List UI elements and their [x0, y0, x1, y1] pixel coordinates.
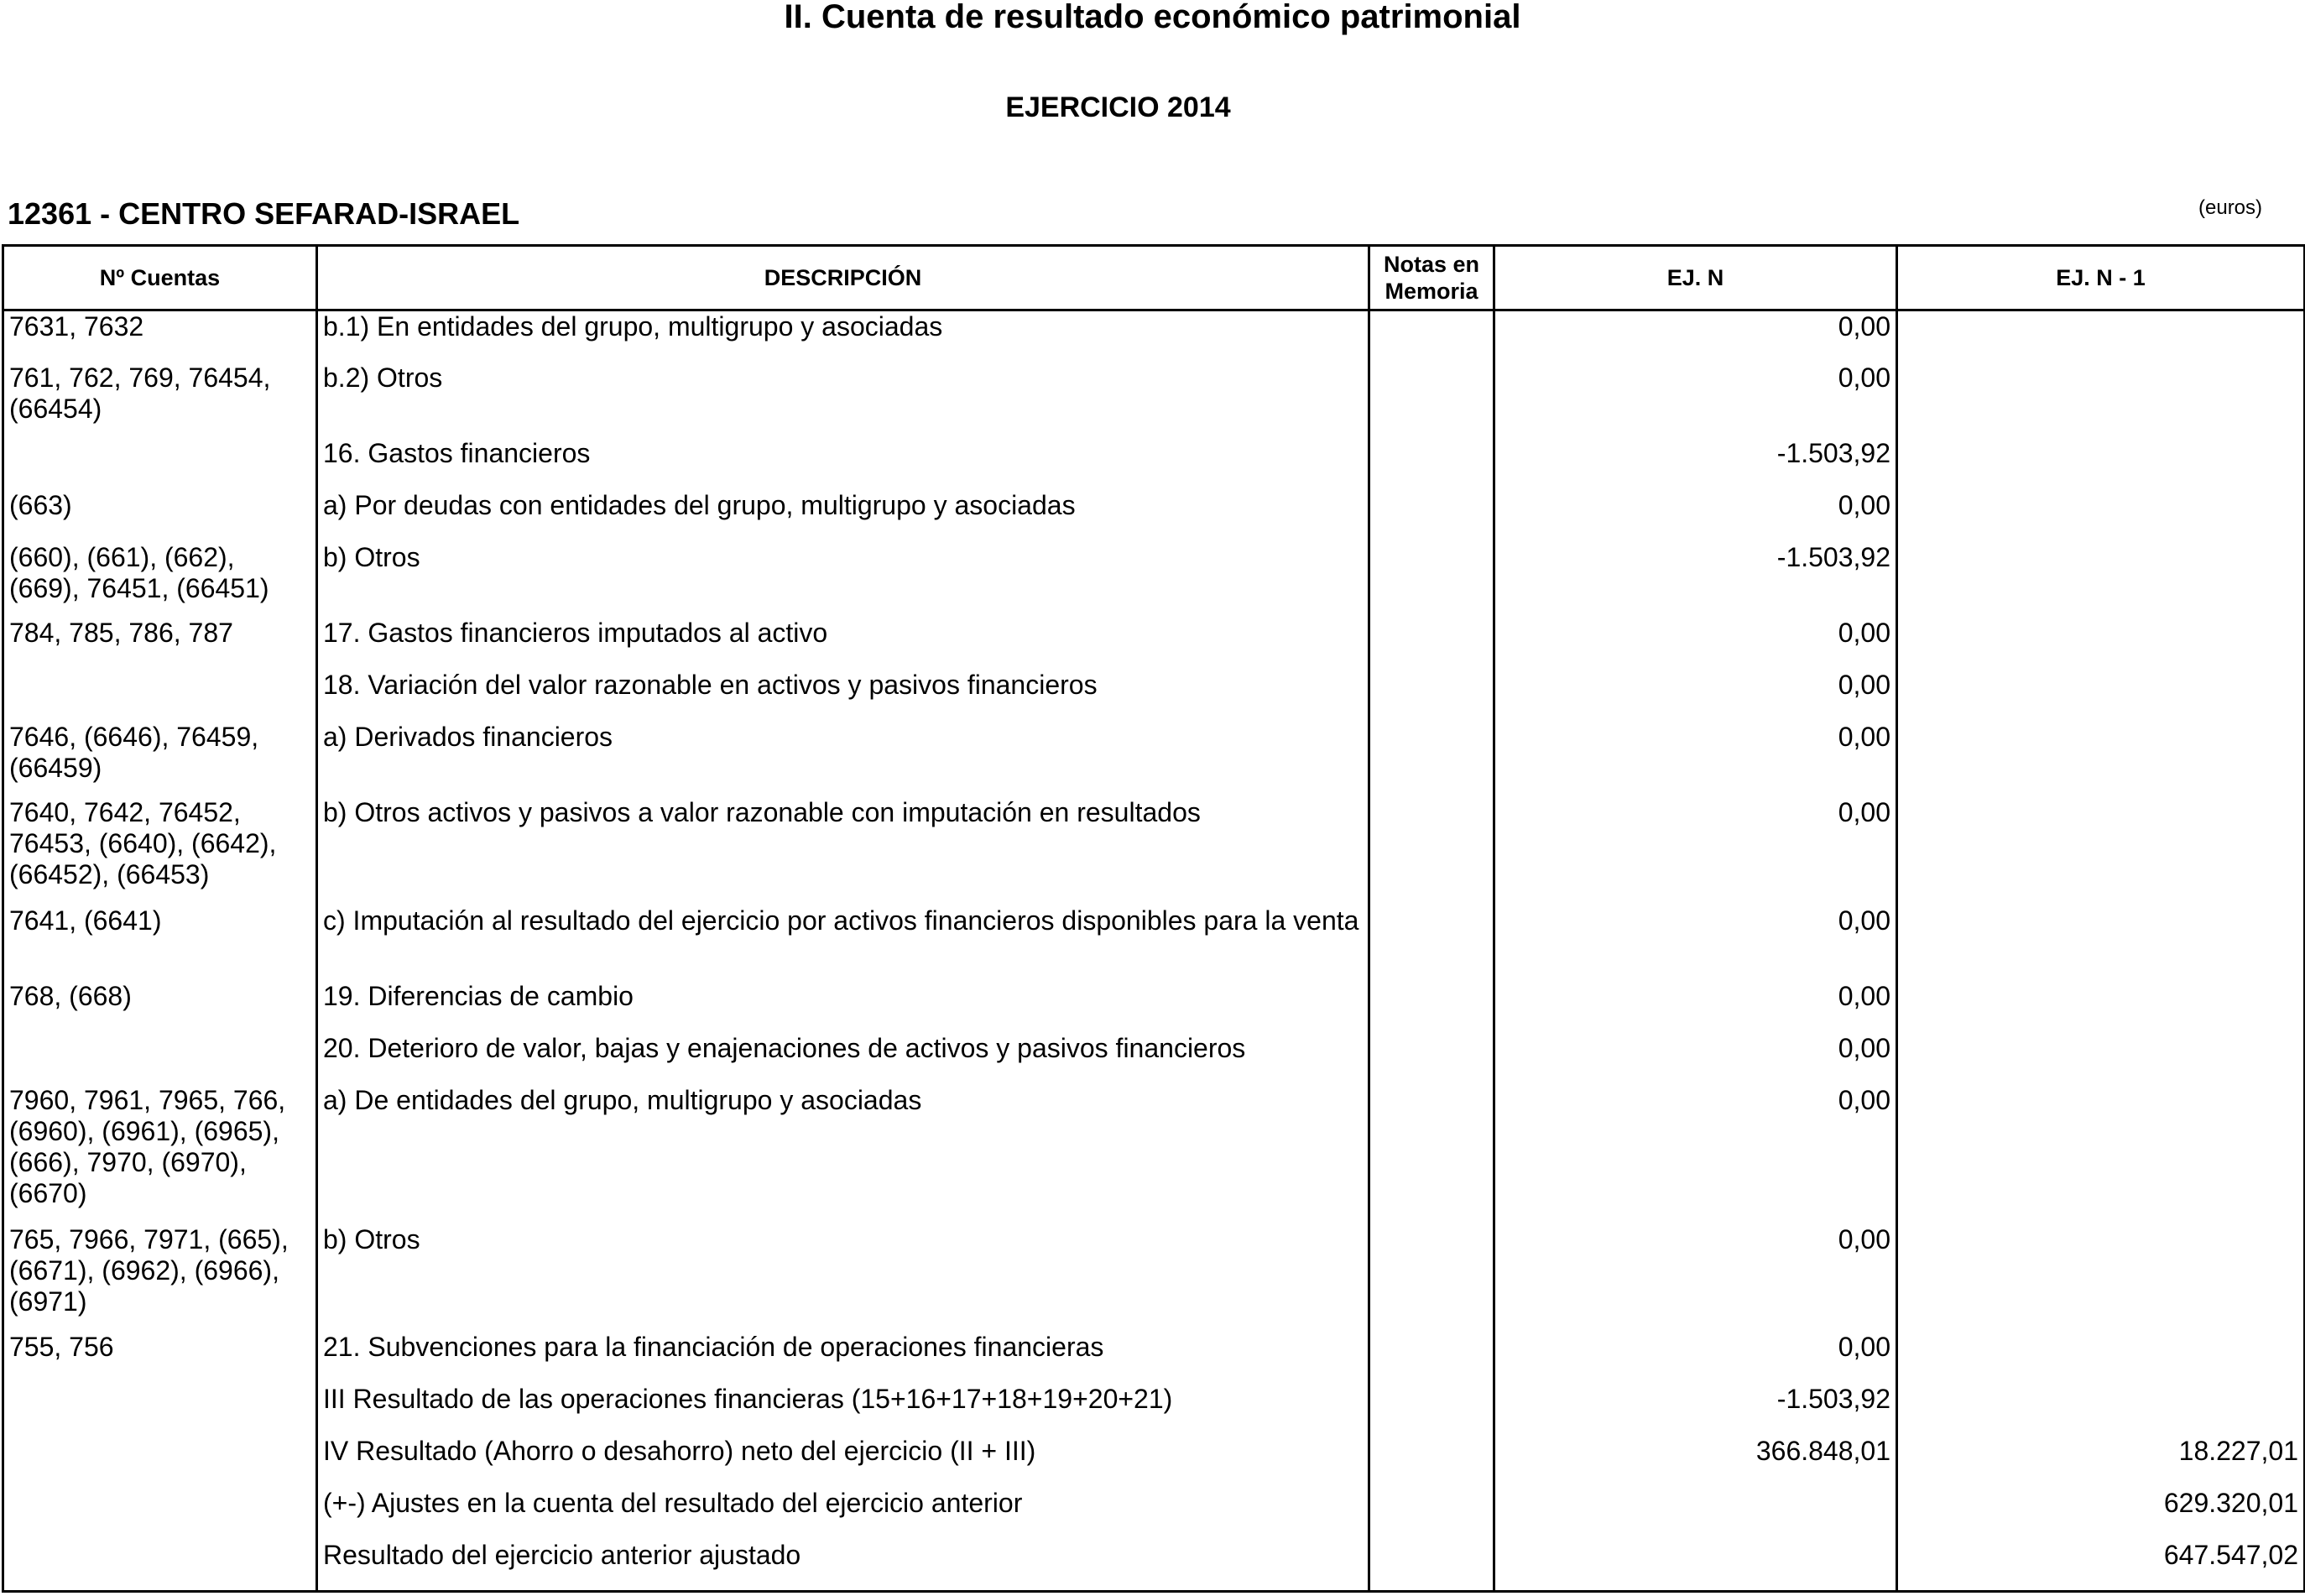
table-row [3, 722, 2305, 797]
value-ej-n1 [1897, 905, 2305, 981]
fiscal-year: EJERCICIO 2014 [1005, 91, 1231, 123]
description: III Resultado de las operaciones financieras (15+16+17+18+19+20+21) [317, 1384, 1369, 1436]
notes [1369, 797, 1494, 905]
value-ej-n1 [1897, 438, 2305, 490]
account-codes: 7960, 7961, 7965, 766, (6960), (6961), (6965), (666), 7970, (6970), (6670) [3, 1085, 317, 1224]
value-ej-n1 [1897, 1224, 2305, 1332]
table-header-row [3, 246, 2305, 310]
notes [1369, 1384, 1494, 1436]
column-header-accounts: Nº Cuentas [3, 246, 317, 310]
value-ej-n1 [1897, 1332, 2305, 1384]
notes [1369, 905, 1494, 981]
account-codes: 761, 762, 769, 76454, (66454) [3, 362, 317, 438]
table-row [3, 1540, 2305, 1592]
table-row [3, 1332, 2305, 1384]
value-ej-n: 0,00 [1494, 618, 1897, 670]
value-ej-n: 0,00 [1494, 797, 1897, 905]
value-ej-n: -1.503,92 [1494, 542, 1897, 618]
description: 21. Subvenciones para la financiación de operaciones financieras [317, 1332, 1369, 1384]
value-ej-n1: 647.547,02 [1897, 1540, 2305, 1592]
account-codes [3, 1384, 317, 1436]
value-ej-n: 366.848,01 [1494, 1436, 1897, 1488]
table-row [3, 438, 2305, 490]
account-codes [3, 1540, 317, 1592]
account-codes: (660), (661), (662), (669), 76451, (66451) [3, 542, 317, 618]
value-ej-n: 0,00 [1494, 490, 1897, 542]
value-ej-n: 0,00 [1494, 1033, 1897, 1085]
notes [1369, 1488, 1494, 1540]
value-ej-n: -1.503,92 [1494, 1384, 1897, 1436]
notes [1369, 542, 1494, 618]
currency-unit: (euros) [2198, 196, 2263, 219]
account-codes: 784, 785, 786, 787 [3, 618, 317, 670]
account-codes: 755, 756 [3, 1332, 317, 1384]
account-codes [3, 438, 317, 490]
table-row [3, 1224, 2305, 1332]
value-ej-n: 0,00 [1494, 905, 1897, 981]
value-ej-n: 0,00 [1494, 722, 1897, 797]
account-codes: 7631, 7632 [3, 310, 317, 362]
description: 20. Deterioro de valor, bajas y enajenaciones de activos y pasivos financieros [317, 1033, 1369, 1085]
notes [1369, 981, 1494, 1033]
description: b.2) Otros [317, 362, 1369, 438]
account-codes [3, 1033, 317, 1085]
value-ej-n1: 629.320,01 [1897, 1488, 2305, 1540]
description: 18. Variación del valor razonable en activos y pasivos financieros [317, 670, 1369, 722]
income-statement-table [2, 244, 2305, 1593]
notes [1369, 438, 1494, 490]
value-ej-n1 [1897, 722, 2305, 797]
account-codes: 768, (668) [3, 981, 317, 1033]
value-ej-n [1494, 1540, 1897, 1592]
table-row [3, 981, 2305, 1033]
value-ej-n: 0,00 [1494, 670, 1897, 722]
account-codes: (663) [3, 490, 317, 542]
notes [1369, 1085, 1494, 1224]
report-title: II. Cuenta de resultado económico patrimonial [784, 0, 1521, 35]
account-codes: 7646, (6646), 76459, (66459) [3, 722, 317, 797]
value-ej-n1 [1897, 310, 2305, 362]
value-ej-n1 [1897, 981, 2305, 1033]
table-row [3, 490, 2305, 542]
notes [1369, 1540, 1494, 1592]
notes [1369, 1224, 1494, 1332]
description: 16. Gastos financieros [317, 438, 1369, 490]
account-codes [3, 670, 317, 722]
notes [1369, 310, 1494, 362]
table-row [3, 618, 2305, 670]
table-row [3, 905, 2305, 981]
table-row [3, 310, 2305, 362]
notes [1369, 490, 1494, 542]
table-row [3, 670, 2305, 722]
description: b) Otros [317, 542, 1369, 618]
notes [1369, 1436, 1494, 1488]
description: b) Otros [317, 1224, 1369, 1332]
value-ej-n1 [1897, 1085, 2305, 1224]
value-ej-n1 [1897, 362, 2305, 438]
account-codes [3, 1436, 317, 1488]
description: a) De entidades del grupo, multigrupo y asociadas [317, 1085, 1369, 1224]
value-ej-n: 0,00 [1494, 1085, 1897, 1224]
description: c) Imputación al resultado del ejercicio por activos financieros disponibles para la venta [317, 905, 1369, 981]
value-ej-n: 0,00 [1494, 310, 1897, 362]
account-codes [3, 1488, 317, 1540]
value-ej-n1 [1897, 542, 2305, 618]
value-ej-n1 [1897, 670, 2305, 722]
description: Resultado del ejercicio anterior ajustado [317, 1540, 1369, 1592]
table-row [3, 1436, 2305, 1488]
notes [1369, 670, 1494, 722]
value-ej-n: 0,00 [1494, 1332, 1897, 1384]
notes [1369, 618, 1494, 670]
notes [1369, 722, 1494, 797]
description: a) Por deudas con entidades del grupo, multigrupo y asociadas [317, 490, 1369, 542]
table-row [3, 362, 2305, 438]
table-row [3, 797, 2305, 905]
description: b.1) En entidades del grupo, multigrupo y asociadas [317, 310, 1369, 362]
notes [1369, 362, 1494, 438]
notes [1369, 1033, 1494, 1085]
value-ej-n1 [1897, 490, 2305, 542]
description: b) Otros activos y pasivos a valor razonable con imputación en resultados [317, 797, 1369, 905]
value-ej-n [1494, 1488, 1897, 1540]
table-row [3, 1085, 2305, 1224]
value-ej-n: 0,00 [1494, 362, 1897, 438]
value-ej-n: -1.503,92 [1494, 438, 1897, 490]
table-row [3, 1033, 2305, 1085]
table-row [3, 1488, 2305, 1540]
column-header-ej-n1: EJ. N - 1 [1897, 246, 2305, 310]
value-ej-n1: 18.227,01 [1897, 1436, 2305, 1488]
description: 17. Gastos financieros imputados al activo [317, 618, 1369, 670]
account-codes: 7641, (6641) [3, 905, 317, 981]
account-codes: 7640, 7642, 76452, 76453, (6640), (6642), (66452), (66453) [3, 797, 317, 905]
description: 19. Diferencias de cambio [317, 981, 1369, 1033]
value-ej-n: 0,00 [1494, 1224, 1897, 1332]
value-ej-n1 [1897, 797, 2305, 905]
column-header-notes: Notas en Memoria [1369, 246, 1494, 310]
value-ej-n1 [1897, 1033, 2305, 1085]
description: (+-) Ajustes en la cuenta del resultado del ejercicio anterior [317, 1488, 1369, 1540]
entity-name: 12361 - CENTRO SEFARAD-ISRAEL [8, 196, 520, 231]
table-row [3, 542, 2305, 618]
description: a) Derivados financieros [317, 722, 1369, 797]
value-ej-n: 0,00 [1494, 981, 1897, 1033]
table-row [3, 1384, 2305, 1436]
description: IV Resultado (Ahorro o desahorro) neto del ejercicio (II + III) [317, 1436, 1369, 1488]
account-codes: 765, 7966, 7971, (665), (6671), (6962), (6966), (6971) [3, 1224, 317, 1332]
notes [1369, 1332, 1494, 1384]
value-ej-n1 [1897, 1384, 2305, 1436]
value-ej-n1 [1897, 618, 2305, 670]
column-header-ej-n: EJ. N [1494, 246, 1897, 310]
column-header-description: DESCRIPCIÓN [317, 246, 1369, 310]
